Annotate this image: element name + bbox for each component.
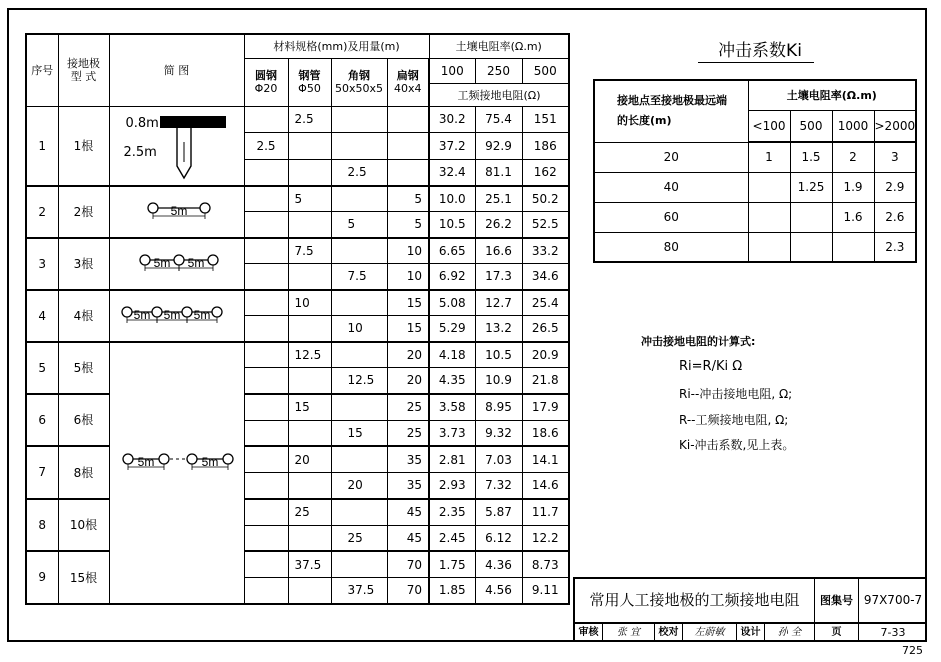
angle-steel-spec: 50x50x5 bbox=[334, 82, 383, 95]
cell-seq: 2 bbox=[26, 186, 58, 238]
cell-r250: 6.12 bbox=[475, 525, 522, 551]
cell-r500: 151 bbox=[522, 106, 569, 133]
cell-r250: 92.9 bbox=[475, 133, 522, 160]
cell-steel-pipe: 10 bbox=[288, 290, 331, 316]
cell-r100: 32.4 bbox=[429, 159, 475, 186]
cell-angle-steel bbox=[331, 499, 387, 526]
electrode-chain-diagram bbox=[115, 250, 239, 274]
cell-seq: 7 bbox=[26, 446, 58, 499]
depth-label: 0.8m bbox=[125, 115, 159, 131]
cell-r100: 10.5 bbox=[429, 212, 475, 238]
cell-flat-steel: 70 bbox=[387, 578, 429, 604]
cell-r500: 14.6 bbox=[522, 473, 569, 499]
electrode-circle bbox=[212, 307, 222, 317]
cell-flat-steel: 45 bbox=[387, 499, 429, 526]
electrode-circle bbox=[148, 203, 158, 213]
ki-value: 1.25 bbox=[790, 172, 832, 202]
cell-r100: 37.2 bbox=[429, 133, 475, 160]
cell-round-steel bbox=[244, 212, 288, 238]
header-freq-res: 工频接地电阻(Ω) bbox=[429, 83, 569, 106]
electrode-circle bbox=[208, 255, 218, 265]
cell-angle-steel: 12.5 bbox=[331, 368, 387, 394]
cell-r250: 81.1 bbox=[475, 159, 522, 186]
cell-angle-steel bbox=[331, 446, 387, 473]
cell-round-steel bbox=[244, 264, 288, 290]
header-soil: 土壤电阻率(Ω.m) bbox=[429, 34, 569, 58]
ki-value bbox=[790, 232, 832, 262]
cell-seq: 1 bbox=[26, 106, 58, 186]
cell-r100: 3.58 bbox=[429, 394, 475, 421]
spacing-label: 5m bbox=[163, 308, 180, 322]
ki-value: 2.6 bbox=[874, 202, 916, 232]
cell-round-steel bbox=[244, 394, 288, 421]
cell-steel-pipe: 25 bbox=[288, 499, 331, 526]
electrode-circle bbox=[122, 307, 132, 317]
cell-flat-steel: 35 bbox=[387, 446, 429, 473]
cell-r250: 7.32 bbox=[475, 473, 522, 499]
cell-r250: 4.36 bbox=[475, 551, 522, 578]
ki-value: 1 bbox=[748, 142, 790, 172]
cell-r250: 75.4 bbox=[475, 106, 522, 133]
spacing-label: 5m bbox=[170, 204, 187, 218]
cell-r250: 12.7 bbox=[475, 290, 522, 316]
table-row bbox=[26, 186, 569, 212]
electrode-circle bbox=[187, 454, 197, 464]
header-angle-steel bbox=[331, 58, 387, 106]
design-signature: 孙 全 bbox=[765, 624, 815, 642]
cell-steel-pipe: 7.5 bbox=[288, 238, 331, 264]
cell-r250: 25.1 bbox=[475, 186, 522, 212]
ki-table bbox=[593, 79, 917, 263]
ki-row bbox=[594, 202, 916, 232]
cell-round-steel bbox=[244, 473, 288, 499]
cell-round-steel bbox=[244, 106, 288, 133]
cell-steel-pipe: 15 bbox=[288, 394, 331, 421]
electrode-circle bbox=[152, 307, 162, 317]
header-materials: 材料规格(mm)及用量(m) bbox=[244, 34, 429, 58]
spacing-label: 5m bbox=[137, 454, 154, 469]
cell-round-steel bbox=[244, 342, 288, 368]
cell-flat-steel: 5 bbox=[387, 186, 429, 212]
steel-pipe-spec: Φ50 bbox=[298, 82, 321, 95]
cell-r100: 4.35 bbox=[429, 368, 475, 394]
spacing-label: 5m bbox=[153, 256, 170, 270]
ki-soil-col: 500 bbox=[790, 110, 832, 142]
table-row bbox=[26, 238, 569, 264]
cell-round-steel bbox=[244, 499, 288, 526]
cell-r100: 30.2 bbox=[429, 106, 475, 133]
table-row bbox=[26, 106, 569, 133]
ki-length: 60 bbox=[594, 202, 748, 232]
cell-r250: 8.95 bbox=[475, 394, 522, 421]
cell-seq: 6 bbox=[26, 394, 58, 447]
header-r100: 100 bbox=[429, 58, 475, 83]
cell-type: 1根 bbox=[58, 106, 109, 186]
ki-title-underline bbox=[698, 62, 814, 63]
header-round-steel bbox=[244, 58, 288, 106]
cell-r250: 9.32 bbox=[475, 420, 522, 446]
cell-r100: 5.29 bbox=[429, 316, 475, 342]
cell-round-steel bbox=[244, 316, 288, 342]
spacing-label: 5m bbox=[201, 454, 218, 469]
cell-seq: 5 bbox=[26, 342, 58, 394]
cell-r250: 13.2 bbox=[475, 316, 522, 342]
cell-steel-pipe: 37.5 bbox=[288, 551, 331, 578]
cell-steel-pipe bbox=[288, 420, 331, 446]
check-signature: 左蔚敏 bbox=[683, 624, 737, 642]
cell-round-steel bbox=[244, 159, 288, 186]
cell-angle-steel: 15 bbox=[331, 420, 387, 446]
cell-r500: 26.5 bbox=[522, 316, 569, 342]
cell-steel-pipe bbox=[288, 525, 331, 551]
cell-steel-pipe: 12.5 bbox=[288, 342, 331, 368]
cell-r500: 8.73 bbox=[522, 551, 569, 578]
cell-r100: 6.92 bbox=[429, 264, 475, 290]
ki-row bbox=[594, 142, 916, 172]
cell-angle-steel: 25 bbox=[331, 525, 387, 551]
title-block bbox=[573, 577, 927, 642]
cell-flat-steel: 25 bbox=[387, 394, 429, 421]
cell-type: 3根 bbox=[58, 238, 109, 290]
cell-steel-pipe bbox=[288, 159, 331, 186]
cell-r500: 20.9 bbox=[522, 342, 569, 368]
review-label: 审核 bbox=[575, 624, 603, 642]
table-row bbox=[26, 551, 569, 578]
page-label: 页 bbox=[815, 624, 859, 642]
cell-r500: 25.4 bbox=[522, 290, 569, 316]
cell-seq: 9 bbox=[26, 551, 58, 604]
table-row bbox=[26, 394, 569, 421]
cell-steel-pipe bbox=[288, 316, 331, 342]
cell-r100: 2.45 bbox=[429, 525, 475, 551]
cell-round-steel bbox=[244, 420, 288, 446]
cell-round-steel: 2.5 bbox=[244, 133, 288, 160]
cell-diagram bbox=[109, 106, 244, 186]
cell-r250: 10.9 bbox=[475, 368, 522, 394]
drawing-title: 常用人工接地极的工频接地电阻 bbox=[575, 579, 815, 622]
cell-flat-steel: 45 bbox=[387, 525, 429, 551]
cell-r500: 18.6 bbox=[522, 420, 569, 446]
ki-value: 1.5 bbox=[790, 142, 832, 172]
ki-length: 40 bbox=[594, 172, 748, 202]
cell-steel-pipe: 20 bbox=[288, 446, 331, 473]
cell-flat-steel bbox=[387, 106, 429, 133]
review-signature: 张 宜 bbox=[603, 624, 655, 642]
ki-header-length: 接地点至接地极最远端 的长度(m) bbox=[594, 80, 748, 142]
cell-flat-steel: 20 bbox=[387, 368, 429, 394]
cell-r100: 2.35 bbox=[429, 499, 475, 526]
cell-r500: 186 bbox=[522, 133, 569, 160]
electrode-circle bbox=[174, 255, 184, 265]
atlas-code: 97X700-7 bbox=[863, 593, 923, 607]
cell-r500: 33.2 bbox=[522, 238, 569, 264]
cell-type: 6根 bbox=[58, 394, 109, 447]
ki-length: 20 bbox=[594, 142, 748, 172]
ki-value: 2.3 bbox=[874, 232, 916, 262]
electrode-circle bbox=[200, 203, 210, 213]
cell-flat-steel: 10 bbox=[387, 264, 429, 290]
cell-flat-steel bbox=[387, 133, 429, 160]
ki-soil-col: <100 bbox=[748, 110, 790, 142]
cell-r100: 4.18 bbox=[429, 342, 475, 368]
cell-steel-pipe bbox=[288, 473, 331, 499]
flat-steel-bar bbox=[160, 116, 226, 128]
cell-r500: 21.8 bbox=[522, 368, 569, 394]
cell-seq: 8 bbox=[26, 499, 58, 552]
design-label: 设计 bbox=[737, 624, 765, 642]
angle-steel-label: 角钢 bbox=[348, 69, 370, 82]
spacing-label: 5m bbox=[193, 308, 210, 322]
cell-r100: 10.0 bbox=[429, 186, 475, 212]
cell-seq: 3 bbox=[26, 238, 58, 290]
cell-seq: 4 bbox=[26, 290, 58, 342]
table-row bbox=[26, 499, 569, 526]
ki-value: 2.9 bbox=[874, 172, 916, 202]
single-electrode-diagram bbox=[110, 107, 244, 185]
cell-steel-pipe bbox=[288, 133, 331, 160]
multi-electrode-diagram bbox=[110, 343, 244, 603]
cell-round-steel bbox=[244, 368, 288, 394]
cell-steel-pipe bbox=[288, 264, 331, 290]
cell-r100: 1.85 bbox=[429, 578, 475, 604]
cell-round-steel bbox=[244, 186, 288, 212]
cell-r100: 1.75 bbox=[429, 551, 475, 578]
cell-r100: 2.81 bbox=[429, 446, 475, 473]
cell-steel-pipe: 2.5 bbox=[288, 106, 331, 133]
cell-flat-steel: 15 bbox=[387, 316, 429, 342]
round-steel-spec: Φ20 bbox=[254, 82, 278, 95]
ki-soil-col: >2000 bbox=[874, 110, 916, 142]
cell-r500: 162 bbox=[522, 159, 569, 186]
cell-angle-steel bbox=[331, 394, 387, 421]
cell-r250: 10.5 bbox=[475, 342, 522, 368]
cell-round-steel bbox=[244, 446, 288, 473]
cell-r500: 17.9 bbox=[522, 394, 569, 421]
cell-angle-steel bbox=[331, 133, 387, 160]
cell-angle-steel bbox=[331, 551, 387, 578]
ki-value bbox=[748, 172, 790, 202]
cell-r500: 12.2 bbox=[522, 525, 569, 551]
cell-flat-steel: 70 bbox=[387, 551, 429, 578]
cell-round-steel bbox=[244, 290, 288, 316]
ki-value: 1.9 bbox=[832, 172, 874, 202]
cell-r250: 5.87 bbox=[475, 499, 522, 526]
cell-flat-steel bbox=[387, 159, 429, 186]
cell-steel-pipe bbox=[288, 368, 331, 394]
cell-round-steel bbox=[244, 578, 288, 604]
cell-angle-steel: 20 bbox=[331, 473, 387, 499]
ki-value bbox=[790, 202, 832, 232]
cell-steel-pipe bbox=[288, 578, 331, 604]
cell-type: 15根 bbox=[58, 551, 109, 604]
header-r250: 250 bbox=[475, 58, 522, 83]
cell-angle-steel: 2.5 bbox=[331, 159, 387, 186]
cell-angle-steel: 5 bbox=[331, 212, 387, 238]
table-row bbox=[26, 446, 569, 473]
length-label: 2.5m bbox=[123, 144, 157, 160]
cell-flat-steel: 15 bbox=[387, 290, 429, 316]
formula-def-ri: Ri--冲击接地电阻, Ω; bbox=[679, 387, 793, 401]
cell-diagram bbox=[109, 238, 244, 290]
steel-pipe-label: 钢管 bbox=[298, 69, 321, 82]
cell-diagram bbox=[109, 342, 244, 604]
cell-type: 8根 bbox=[58, 446, 109, 499]
ki-row bbox=[594, 232, 916, 262]
formula-heading: 冲击接地电阻的计算式: bbox=[641, 335, 756, 348]
formula-def-ki: Ki-冲击系数,见上表。 bbox=[679, 438, 795, 452]
cell-angle-steel bbox=[331, 290, 387, 316]
cell-round-steel bbox=[244, 238, 288, 264]
cell-r500: 50.2 bbox=[522, 186, 569, 212]
cell-r100: 6.65 bbox=[429, 238, 475, 264]
cell-r500: 52.5 bbox=[522, 212, 569, 238]
cell-type: 10根 bbox=[58, 499, 109, 552]
cell-r500: 34.6 bbox=[522, 264, 569, 290]
ki-value: 3 bbox=[874, 142, 916, 172]
flat-steel-spec: 40x4 bbox=[393, 82, 422, 95]
cell-angle-steel: 10 bbox=[331, 316, 387, 342]
cell-angle-steel bbox=[331, 106, 387, 133]
ki-value bbox=[748, 202, 790, 232]
cell-angle-steel bbox=[331, 342, 387, 368]
cell-steel-pipe: 5 bbox=[288, 186, 331, 212]
page-number: 725 bbox=[902, 644, 923, 657]
electrode-chain-diagram bbox=[116, 449, 240, 473]
formula-def-r: R--工频接地电阻, Ω; bbox=[679, 413, 789, 427]
cell-diagram bbox=[109, 186, 244, 238]
cell-angle-steel bbox=[331, 238, 387, 264]
ki-soil-col: 1000 bbox=[832, 110, 874, 142]
header-flat-steel bbox=[387, 58, 429, 106]
cell-r250: 26.2 bbox=[475, 212, 522, 238]
cell-r250: 7.03 bbox=[475, 446, 522, 473]
electrode-circle bbox=[123, 454, 133, 464]
cell-angle-steel bbox=[331, 186, 387, 212]
cell-angle-steel: 7.5 bbox=[331, 264, 387, 290]
cell-type: 5根 bbox=[58, 342, 109, 394]
cell-r250: 4.56 bbox=[475, 578, 522, 604]
cell-diagram bbox=[109, 290, 244, 342]
flat-steel-label: 扁钢 bbox=[396, 69, 419, 82]
cell-r500: 9.11 bbox=[522, 578, 569, 604]
electrode-chain-diagram bbox=[115, 198, 239, 222]
header-seq: 序号 bbox=[26, 34, 58, 106]
cell-flat-steel: 10 bbox=[387, 238, 429, 264]
cell-angle-steel: 37.5 bbox=[331, 578, 387, 604]
cell-r250: 16.6 bbox=[475, 238, 522, 264]
cell-flat-steel: 35 bbox=[387, 473, 429, 499]
cell-flat-steel: 5 bbox=[387, 212, 429, 238]
electrode-circle bbox=[223, 454, 233, 464]
resistance-table bbox=[25, 33, 570, 605]
atlas-label: 图集号 bbox=[815, 579, 859, 622]
ki-value: 2 bbox=[832, 142, 874, 172]
electrode-circle bbox=[159, 454, 169, 464]
cell-round-steel bbox=[244, 551, 288, 578]
cell-flat-steel: 25 bbox=[387, 420, 429, 446]
ki-title: 冲击系数Ki bbox=[718, 41, 802, 61]
header-r500: 500 bbox=[522, 58, 569, 83]
header-diagram: 简 图 bbox=[109, 34, 244, 106]
cell-type: 2根 bbox=[58, 186, 109, 238]
ki-length: 80 bbox=[594, 232, 748, 262]
electrode-circle bbox=[140, 255, 150, 265]
spacing-label: 5m bbox=[187, 256, 204, 270]
header-steel-pipe bbox=[288, 58, 331, 106]
electrode-circle bbox=[182, 307, 192, 317]
round-steel-label: 圆钢 bbox=[255, 69, 277, 82]
ki-header-soil: 土壤电阻率(Ω.m) bbox=[748, 80, 916, 110]
check-label: 校对 bbox=[655, 624, 683, 642]
formula-equation: Ri=R/Ki Ω bbox=[679, 359, 743, 374]
cell-type: 4根 bbox=[58, 290, 109, 342]
cell-r100: 2.93 bbox=[429, 473, 475, 499]
table-row bbox=[26, 342, 569, 368]
cell-r100: 3.73 bbox=[429, 420, 475, 446]
spacing-label: 5m bbox=[133, 308, 150, 322]
cell-r100: 5.08 bbox=[429, 290, 475, 316]
electrode-chain-diagram bbox=[115, 302, 239, 326]
table-row bbox=[26, 290, 569, 316]
header-type: 接地极 型 式 bbox=[58, 34, 109, 106]
cell-r250: 17.3 bbox=[475, 264, 522, 290]
cell-flat-steel: 20 bbox=[387, 342, 429, 368]
ki-value bbox=[748, 232, 790, 262]
ki-value: 1.6 bbox=[832, 202, 874, 232]
cell-round-steel bbox=[244, 525, 288, 551]
cell-r500: 14.1 bbox=[522, 446, 569, 473]
rod-electrode-icon bbox=[174, 128, 194, 180]
cell-r500: 11.7 bbox=[522, 499, 569, 526]
ki-value bbox=[832, 232, 874, 262]
cell-steel-pipe bbox=[288, 212, 331, 238]
ki-row bbox=[594, 172, 916, 202]
page-code: 7-33 bbox=[880, 626, 906, 639]
